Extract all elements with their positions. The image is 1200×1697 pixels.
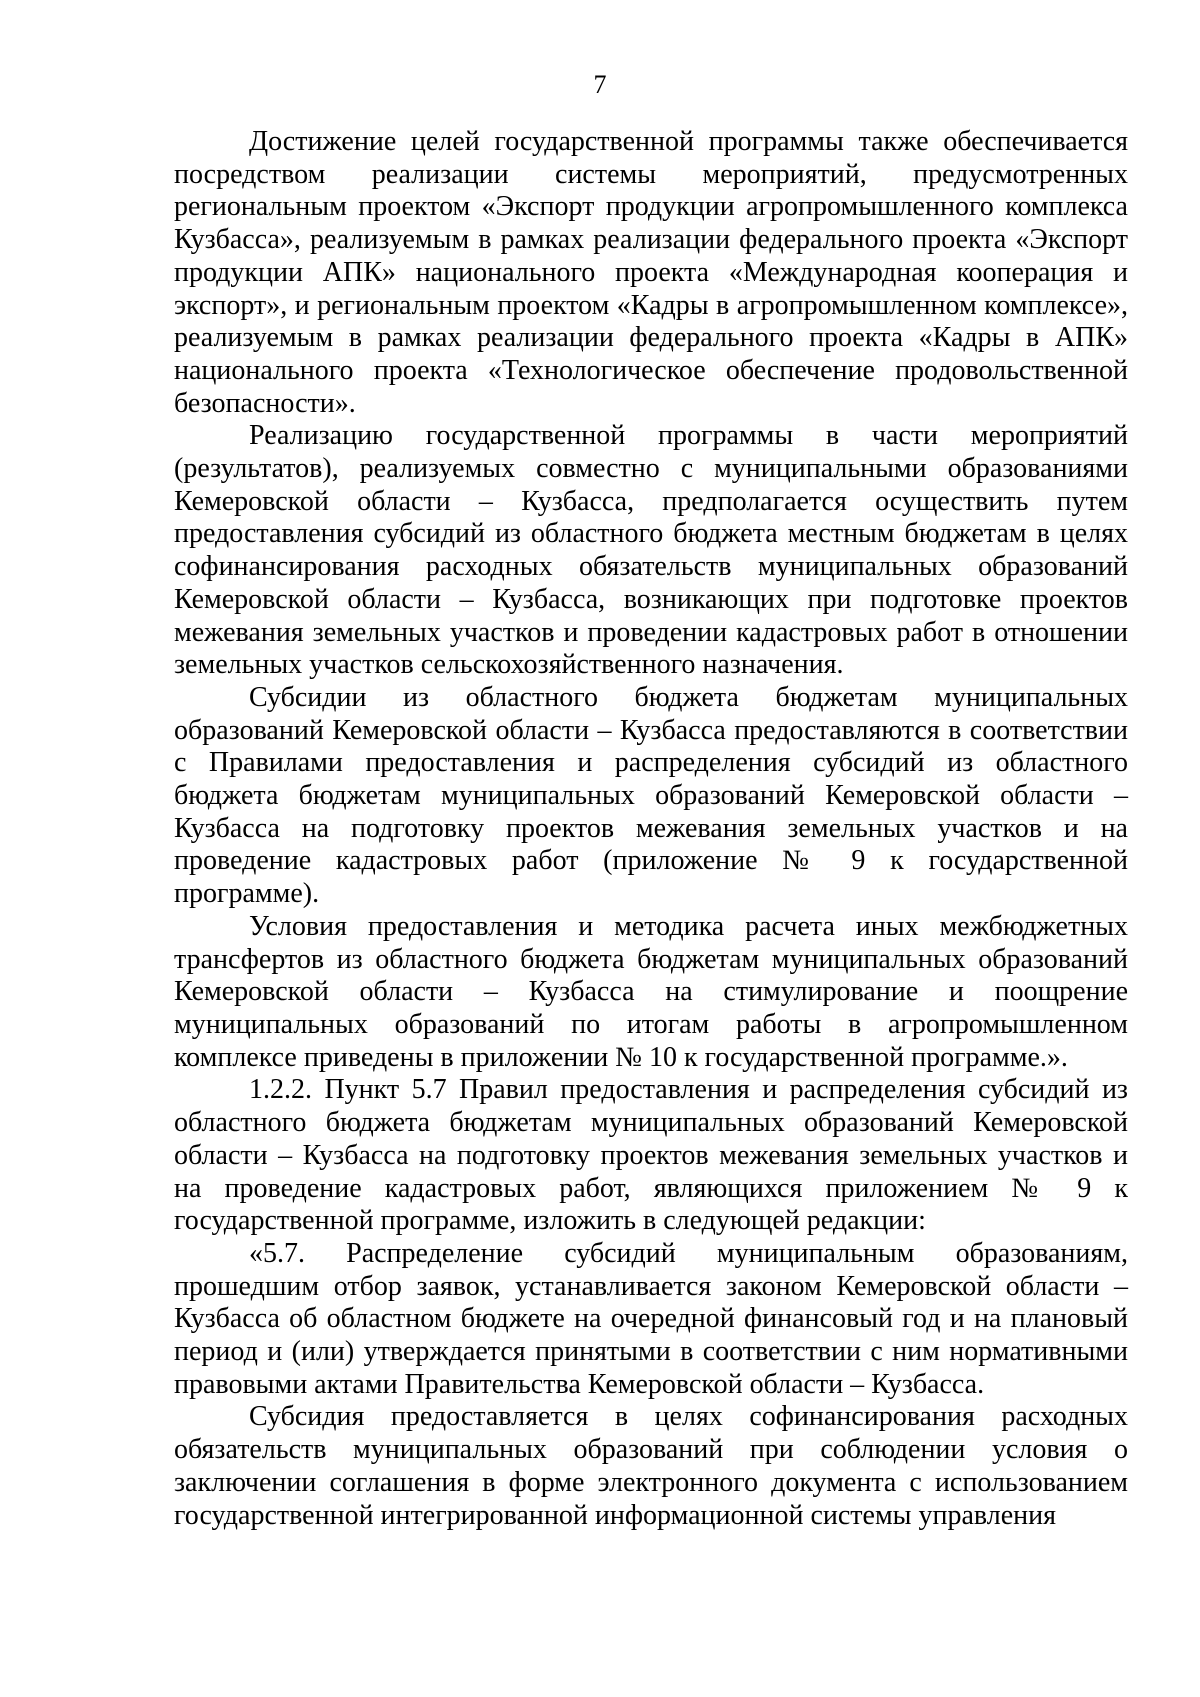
paragraph-transfer-conditions: Условия предоставления и методика расчета иных межбюджетных трансфертов из областного бюджета бюджетам муниципальных образований Кемеровской области – Кузбасса на стимулирование и поощрение муниципальных образований по итогам работы в агропромышленном комплексе приведены в приложении № 10 к государственной программе.». xyxy=(174,910,1128,1073)
paragraph-subsidies-rules: Субсидии из областного бюджета бюджетам муниципальных образований Кемеровской области – Кузбасса предоставляются в соответствии с Правилами предоставления и распределения субсидий из областного бюджета бюджетам муниципальных образований Кемеровской области – Кузбасса на подготовку проектов межевания земельных участков и на проведение кадастровых работ (приложение № 9 к государственной программе). xyxy=(174,681,1128,910)
document-body xyxy=(174,126,1128,1532)
page-number: 7 xyxy=(593,70,607,99)
paragraph-subsidy-purpose: Субсидия предоставляется в целях софинансирования расходных обязательств муниципальных образований при соблюдении условия о заключении соглашения в форме электронного документа с использованием государственной интегрированной информационной системы управления xyxy=(174,1401,1128,1531)
paragraph-item-1-2-2: 1.2.2. Пункт 5.7 Правил предоставления и распределения субсидий из областного бюджета бюджетам муниципальных образований Кемеровской области – Кузбасса на подготовку проектов межевания земельных участков и на проведение кадастровых работ, являющихся приложением № 9 к государственной программе, изложить в следующей редакции: xyxy=(174,1074,1128,1237)
paragraph-goals-achievement: Достижение целей государственной программы также обеспечивается посредством реализации системы мероприятий, предусмотренных региональным проектом «Экспорт продукции агропромышленного комплекса Кузбасса», реализуемым в рамках реализации федерального проекта «Экспорт продукции АПК» национального проекта «Международная кооперация и экспорт», и региональным проектом «Кадры в агропромышленном комплексе», реализуемым в рамках реализации федерального проекта «Кадры в АПК» национального проекта «Технологическое обеспечение продовольственной безопасности». xyxy=(174,126,1128,419)
paragraph-item-5-7: «5.7. Распределение субсидий муниципальным образованиям, прошедшим отбор заявок, устанавливается законом Кемеровской области – Кузбасса об областном бюджете на очередной финансовый год и на плановый период и (или) утверждается принятыми в соответствии с ним нормативными правовыми актами Правительства Кемеровской области – Кузбасса. xyxy=(174,1237,1128,1400)
paragraph-program-implementation: Реализацию государственной программы в части мероприятий (результатов), реализуемых совместно с муниципальными образованиями Кемеровской области – Кузбасса, предполагается осуществить путем предоставления субсидий из областного бюджета местным бюджетам в целях софинансирования расходных обязательств муниципальных образований Кемеровской области – Кузбасса, возникающих при подготовке проектов межевания земельных участков и проведении кадастровых работ в отношении земельных участков сельскохозяйственного назначения. xyxy=(174,420,1128,681)
